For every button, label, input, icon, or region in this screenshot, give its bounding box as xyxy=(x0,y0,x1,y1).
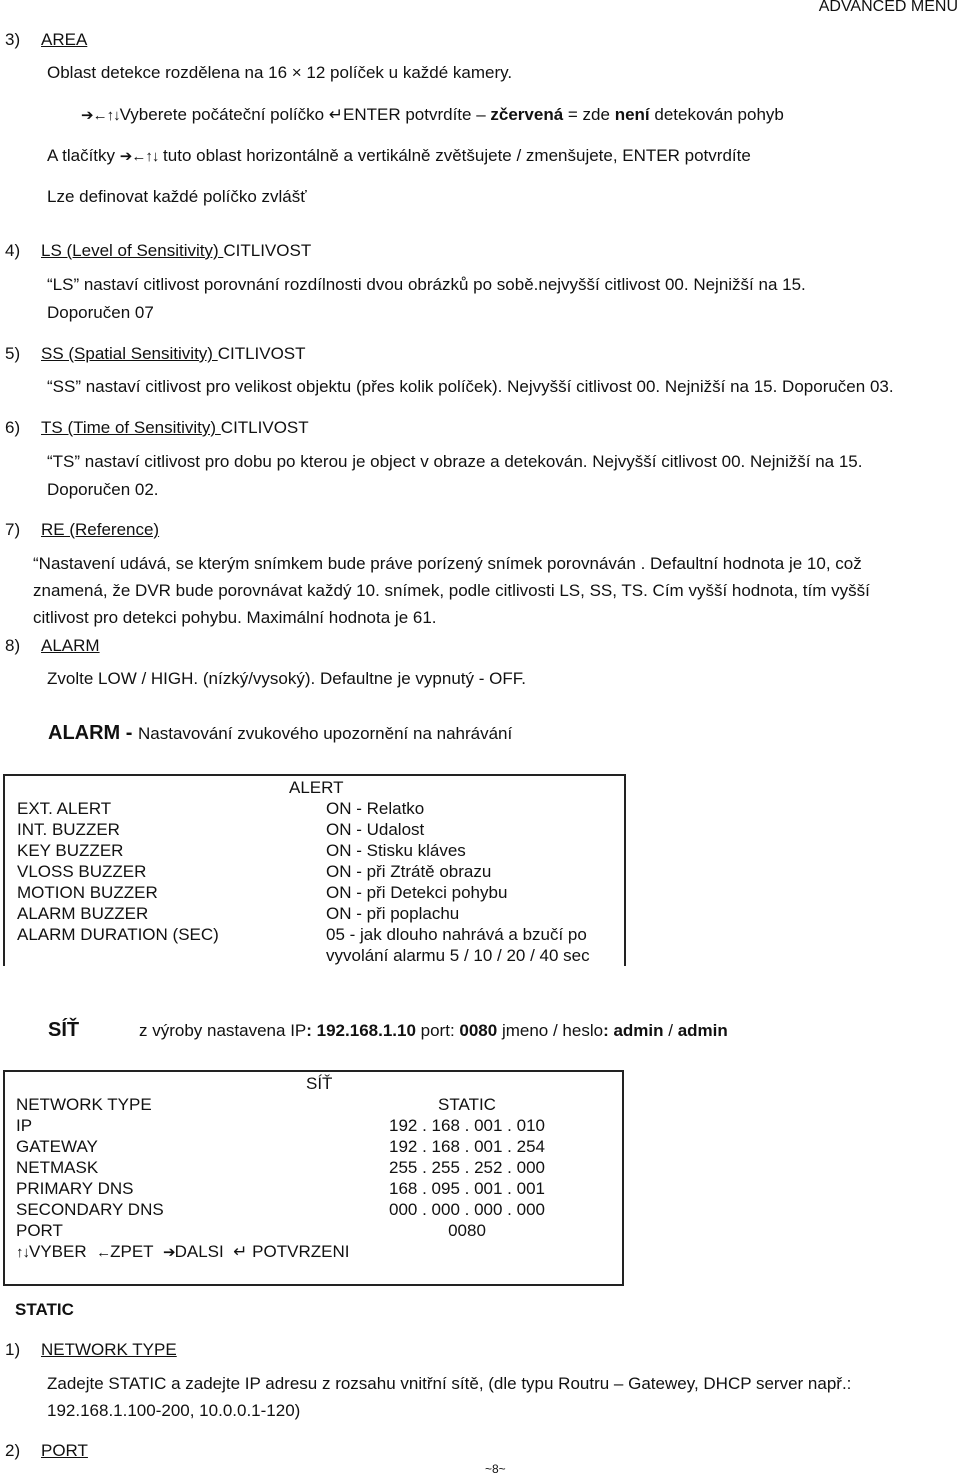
page-number: ~8~ xyxy=(485,1462,506,1476)
ls-num: 4) xyxy=(5,241,21,260)
sit-heading: SÍŤ xyxy=(48,1019,80,1041)
ss-line1: “SS” nastaví citlivost pro velikost objektu (přes kolik políček). Nejvyšší citlivost 00. Nejnižší na 15. Doporučen 03. xyxy=(47,377,894,396)
re-line2: znamená, že DVR bude porovnávat každý 10. snímek, podle citlivosti LS, SS, TS. Cím vyšší hodnota, tím vyšší xyxy=(33,581,870,600)
menu-row-label: PORT xyxy=(16,1221,63,1240)
menu-row-value: ON - Relatko xyxy=(326,799,425,818)
ss-title: SS (Spatial Sensitivity) CITLIVOST xyxy=(41,344,306,363)
re-line3: citlivost pro detekci pohybu. Maximální hodnota je 61. xyxy=(33,608,437,627)
enter-icon: ↵ xyxy=(233,1242,248,1261)
area-line1: Oblast detekce rozdělena na 16 × 12 políček u každé kamery. xyxy=(47,63,513,82)
menu-row-value: STATIC xyxy=(438,1095,496,1114)
static-heading: STATIC xyxy=(15,1300,74,1319)
alarm-heading: ALARM - Nastavování zvukového upozornění na nahrávání xyxy=(48,722,513,744)
sit-default-info: z výroby nastavena IP: 192.168.1.10 port: 0080 jmeno / heslo: admin / admin xyxy=(139,1021,728,1040)
menu-row-value: ON - při Detekci pohybu xyxy=(326,883,508,902)
menu-row-label: SECONDARY DNS xyxy=(16,1200,164,1219)
up-down-arrow-icon: ↑↓ xyxy=(16,1244,29,1261)
menu-row-value: 255 . 255 . 252 . 000 xyxy=(389,1158,545,1177)
menu-row-value: 168 . 095 . 001 . 001 xyxy=(389,1179,545,1198)
left-arrow-icon: ← xyxy=(96,1244,111,1261)
network-type-num: 1) xyxy=(5,1340,21,1359)
alert-extra-line: vyvolání alarmu 5 / 10 / 20 / 40 sec xyxy=(326,946,590,965)
network-menu-box xyxy=(3,1070,624,1286)
ts-line2: Doporučen 02. xyxy=(47,480,159,499)
network-type-title: NETWORK TYPE xyxy=(41,1340,177,1359)
menu-row-label: EXT. ALERT xyxy=(17,799,112,818)
arrow-keys-icon: ➔←↑↓ xyxy=(81,107,120,124)
ls-line2: Doporučen 07 xyxy=(47,303,154,322)
network-type-line1: Zadejte STATIC a zadejte IP adresu z rozsahu vnitřní sítě, (dle typu Routru – Gatewey, DHCP server např.: xyxy=(47,1374,852,1393)
menu-row-label: IP xyxy=(16,1116,33,1135)
menu-row-label: VLOSS BUZZER xyxy=(17,862,147,881)
menu-row-value: ON - Udalost xyxy=(326,820,425,839)
alert-menu-box xyxy=(3,774,626,966)
area-title: AREA xyxy=(41,30,88,49)
network-nav-hint: ↑↓VYBER ←ZPET ➔DALSI ↵ POTVRZENI xyxy=(16,1242,350,1261)
re-title: RE (Reference) xyxy=(41,520,160,539)
menu-row-label: MOTION BUZZER xyxy=(17,883,158,902)
menu-row-label: ALARM BUZZER xyxy=(17,904,149,923)
alarm-title: ALARM xyxy=(41,636,100,655)
ts-line1: “TS” nastaví citlivost pro dobu po kterou je object v obraze a detekován. Nejvyšší citlivost 00. Nejnižší na 15. xyxy=(47,452,863,471)
network-type-line2: 192.168.1.100-200, 10.0.0.1-120) xyxy=(47,1401,301,1420)
ls-title: LS (Level of Sensitivity) CITLIVOST xyxy=(41,241,312,260)
re-num: 7) xyxy=(5,520,21,539)
alarm-num: 8) xyxy=(5,636,21,655)
alarm-line1: Zvolte LOW / HIGH. (nízký/vysoký). Defaultne je vypnutý - OFF. xyxy=(47,669,526,688)
network-box-title: SÍŤ xyxy=(306,1074,333,1093)
menu-row-label: NETMASK xyxy=(16,1158,99,1177)
ts-title: TS (Time of Sensitivity) CITLIVOST xyxy=(41,418,309,437)
enter-icon: ↵ xyxy=(328,105,343,124)
port-title: PORT xyxy=(41,1441,88,1460)
menu-row-value: ON - při poplachu xyxy=(326,904,460,923)
menu-row-label: KEY BUZZER xyxy=(17,841,124,860)
right-arrow-icon: ➔ xyxy=(163,1244,175,1261)
ts-num: 6) xyxy=(5,418,21,437)
area-line3: A tlačítky ➔←↑↓ tuto oblast horizontálně a vertikálně zvětšujete / zmenšujete, ENTER potvrdíte xyxy=(47,146,751,165)
menu-row-label: PRIMARY DNS xyxy=(16,1179,134,1198)
area-line2: ➔←↑↓Vyberete počáteční políčko ↵ENTER potvrdíte – zčervená = zde není detekován pohyb xyxy=(81,105,784,124)
menu-row-value: ON - při Ztrátě obrazu xyxy=(326,862,492,881)
menu-row-value: 192 . 168 . 001 . 254 xyxy=(389,1137,545,1156)
menu-row-value: 000 . 000 . 000 . 000 xyxy=(389,1200,545,1219)
alert-box-title: ALERT xyxy=(289,778,344,797)
menu-row-value: 192 . 168 . 001 . 010 xyxy=(389,1116,545,1135)
page-header: ADVANCED MENU xyxy=(818,0,958,15)
menu-row-value: ON - Stisku kláves xyxy=(326,841,466,860)
arrow-keys-icon: ➔←↑↓ xyxy=(119,148,159,165)
ls-line1: “LS” nastaví citlivost porovnání rozdílnosti dvou obrázků po sobě.nejvyšší citlivost 00. Nejnižší na 15. xyxy=(47,275,806,294)
ss-num: 5) xyxy=(5,344,21,363)
re-line1: “Nastavení udává, se kterým snímkem bude práve porízený snímek porovnáván . Defaultní hodnota je 10, což xyxy=(33,554,862,573)
menu-row-value: 0080 xyxy=(448,1221,486,1240)
menu-row-label: INT. BUZZER xyxy=(17,820,120,839)
menu-row-label: NETWORK TYPE xyxy=(16,1095,152,1114)
menu-row-label: ALARM DURATION (SEC) xyxy=(17,925,219,944)
menu-row-label: GATEWAY xyxy=(16,1137,98,1156)
area-num: 3) xyxy=(5,30,21,49)
port-num: 2) xyxy=(5,1441,21,1460)
menu-row-value: 05 - jak dlouho nahrává a bzučí po xyxy=(326,925,587,944)
area-line4: Lze definovat každé políčko zvlášť xyxy=(47,187,307,206)
